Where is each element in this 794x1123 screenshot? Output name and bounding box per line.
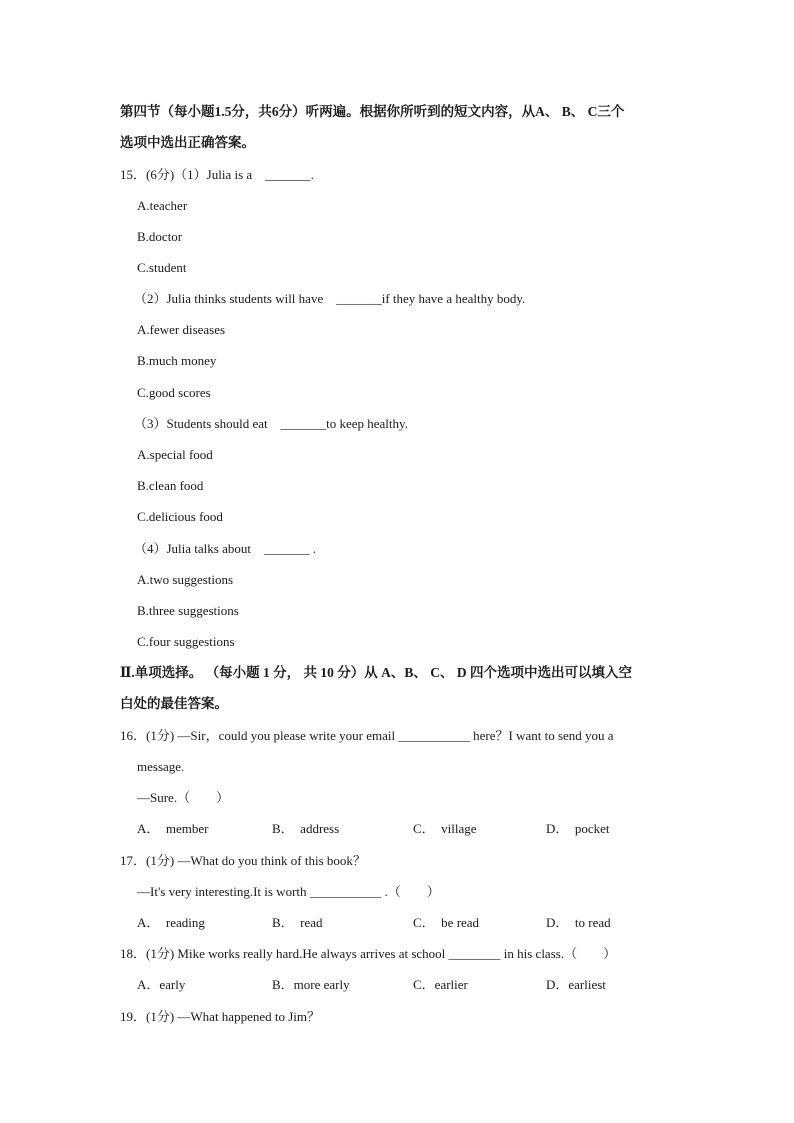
q17-option-c: C． be read — [413, 915, 480, 930]
q15-1-option-b: B.doctor — [137, 229, 183, 244]
q15-1-option-a: A.teacher — [137, 198, 188, 213]
q15-3-stem: （3）Students should eat _______to keep healthy. — [134, 416, 408, 431]
q19-stem-line1: 19．(1分) —What happened to Jim？ — [120, 1009, 321, 1024]
q17-option-a: A． reading — [137, 915, 205, 930]
section2-instruction-line1: Ⅱ.单项选择。 （每小题 1 分， 共 10 分）从 A、B、 C、 D 四个选项中选出可以填入空 — [120, 665, 633, 680]
q17-options — [137, 914, 611, 932]
q15-4-option-b: B.three suggestions — [137, 603, 239, 618]
q15-2-stem: （2）Julia thinks students will have _______if they have a healthy body. — [134, 291, 526, 306]
q16-option-c: C． village — [413, 821, 477, 836]
q17-stem-line1: 17．(1分) —What do you think of this book？ — [120, 853, 366, 868]
q18-option-c: C．earlier — [413, 977, 468, 992]
q16-option-d: D． pocket — [546, 821, 610, 836]
q18-option-d: D．earliest — [546, 977, 606, 992]
q18-option-a: A．early — [137, 977, 186, 992]
q16-option-b: B． address — [272, 821, 340, 836]
q17-option-b: B． read — [272, 915, 323, 930]
q17-stem-line2: —It's very interesting.It is worth ___________ .（ ） — [137, 884, 440, 899]
q15-4-option-a: A.two suggestions — [137, 572, 234, 587]
q15-4-option-c: C.four suggestions — [137, 634, 235, 649]
q15-3-option-b: B.clean food — [137, 478, 204, 493]
q15-4-stem: （4）Julia talks about _______ . — [134, 541, 316, 556]
q16-stem-line2: message. — [137, 759, 185, 774]
q15-2-option-c: C.good scores — [137, 385, 211, 400]
q18-stem-line1: 18．(1分) Mike works really hard.He always arrives at school ________ in his class.（ ） — [120, 946, 617, 961]
q18-option-b: B．more early — [272, 977, 350, 992]
q15-stem: 15．(6分)（1）Julia is a _______. — [120, 167, 314, 182]
q17-option-d: D． to read — [546, 915, 611, 930]
section4-instruction-line2: 选项中选出正确答案。 — [120, 135, 255, 150]
section2-instruction-line2: 白处的最佳答案。 — [120, 696, 228, 711]
q16-stem-line3: —Sure.（ ） — [137, 790, 230, 805]
q16-option-a: A． member — [137, 821, 209, 836]
section4-instruction-line1: 第四节（每小题1.5分，共6分）听两遍。根据你所听到的短文内容，从A、 B、 C三个 — [120, 104, 625, 119]
q15-2-option-b: B.much money — [137, 353, 217, 368]
q15-1-option-c: C.student — [137, 260, 187, 275]
q15-3-option-c: C.delicious food — [137, 509, 223, 524]
q16-stem-line1: 16．(1分) —Sir，could you please write your email ___________ here？I want to send you a — [120, 728, 614, 743]
q16-options — [137, 820, 610, 838]
q15-3-option-a: A.special food — [137, 447, 213, 462]
q15-2-option-a: A.fewer diseases — [137, 322, 226, 337]
q18-options — [137, 976, 606, 994]
